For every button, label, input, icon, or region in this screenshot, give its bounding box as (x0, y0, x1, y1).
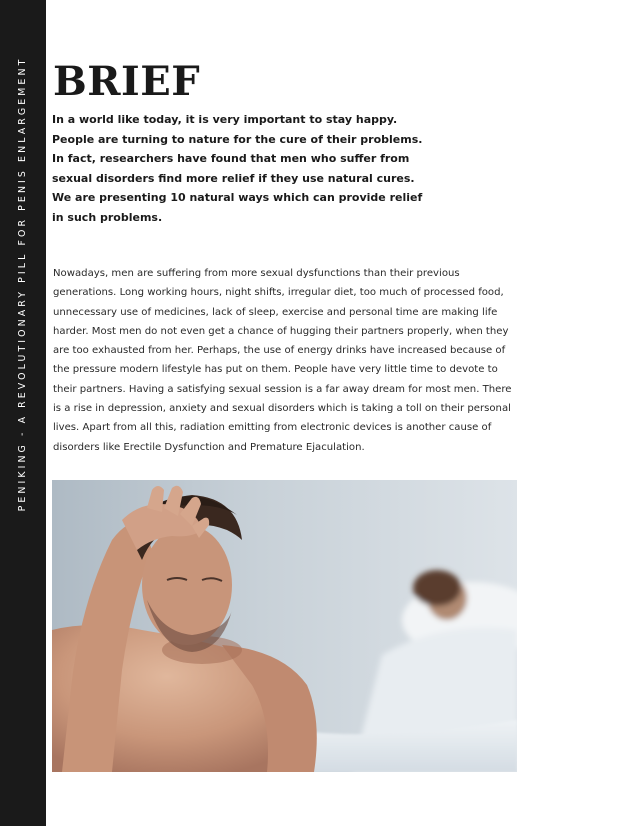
side-title: PENIKING - A REVOLUTIONARY PILL FOR PENIS ENLARGEMENT (17, 56, 28, 512)
body-paragraph: Nowadays, men are suffering from more sexual dysfunctions than their previous generations. Long working hours, night shifts, irregular diet, too much of processed food, unnecessary use of medicines, lack of sleep, exercise and personal time are making life harder. Most men do not even get a chance of hugging their partners properly, when they are too exhausted from her. Perhaps, the use of energy drinks have increased because of the pressure modern lifestyle has put on them. People have very little time to devote to their partners. Having a satisfying sexual session is a far away dream for most men. There is a rise in depression, anxiety and sexual disorders which is taking a toll on their personal lives. Apart from all this, radiation emitting from electronic devices is another cause of disorders like Erectile Dysfunction and Premature Ejaculation. (53, 268, 512, 453)
photo-couple-in-bed (52, 480, 517, 772)
page-title: BRIEF (53, 58, 201, 105)
side-bar (0, 0, 46, 826)
intro-paragraph: In a world like today, it is very important to stay happy. People are turning to nature for the cure of their problems. In fact, researchers have found that men who suffer from sexual disorders find more relief if they use natural cures. We are presenting 10 natural ways which can provide relief in such problems. (52, 113, 423, 224)
